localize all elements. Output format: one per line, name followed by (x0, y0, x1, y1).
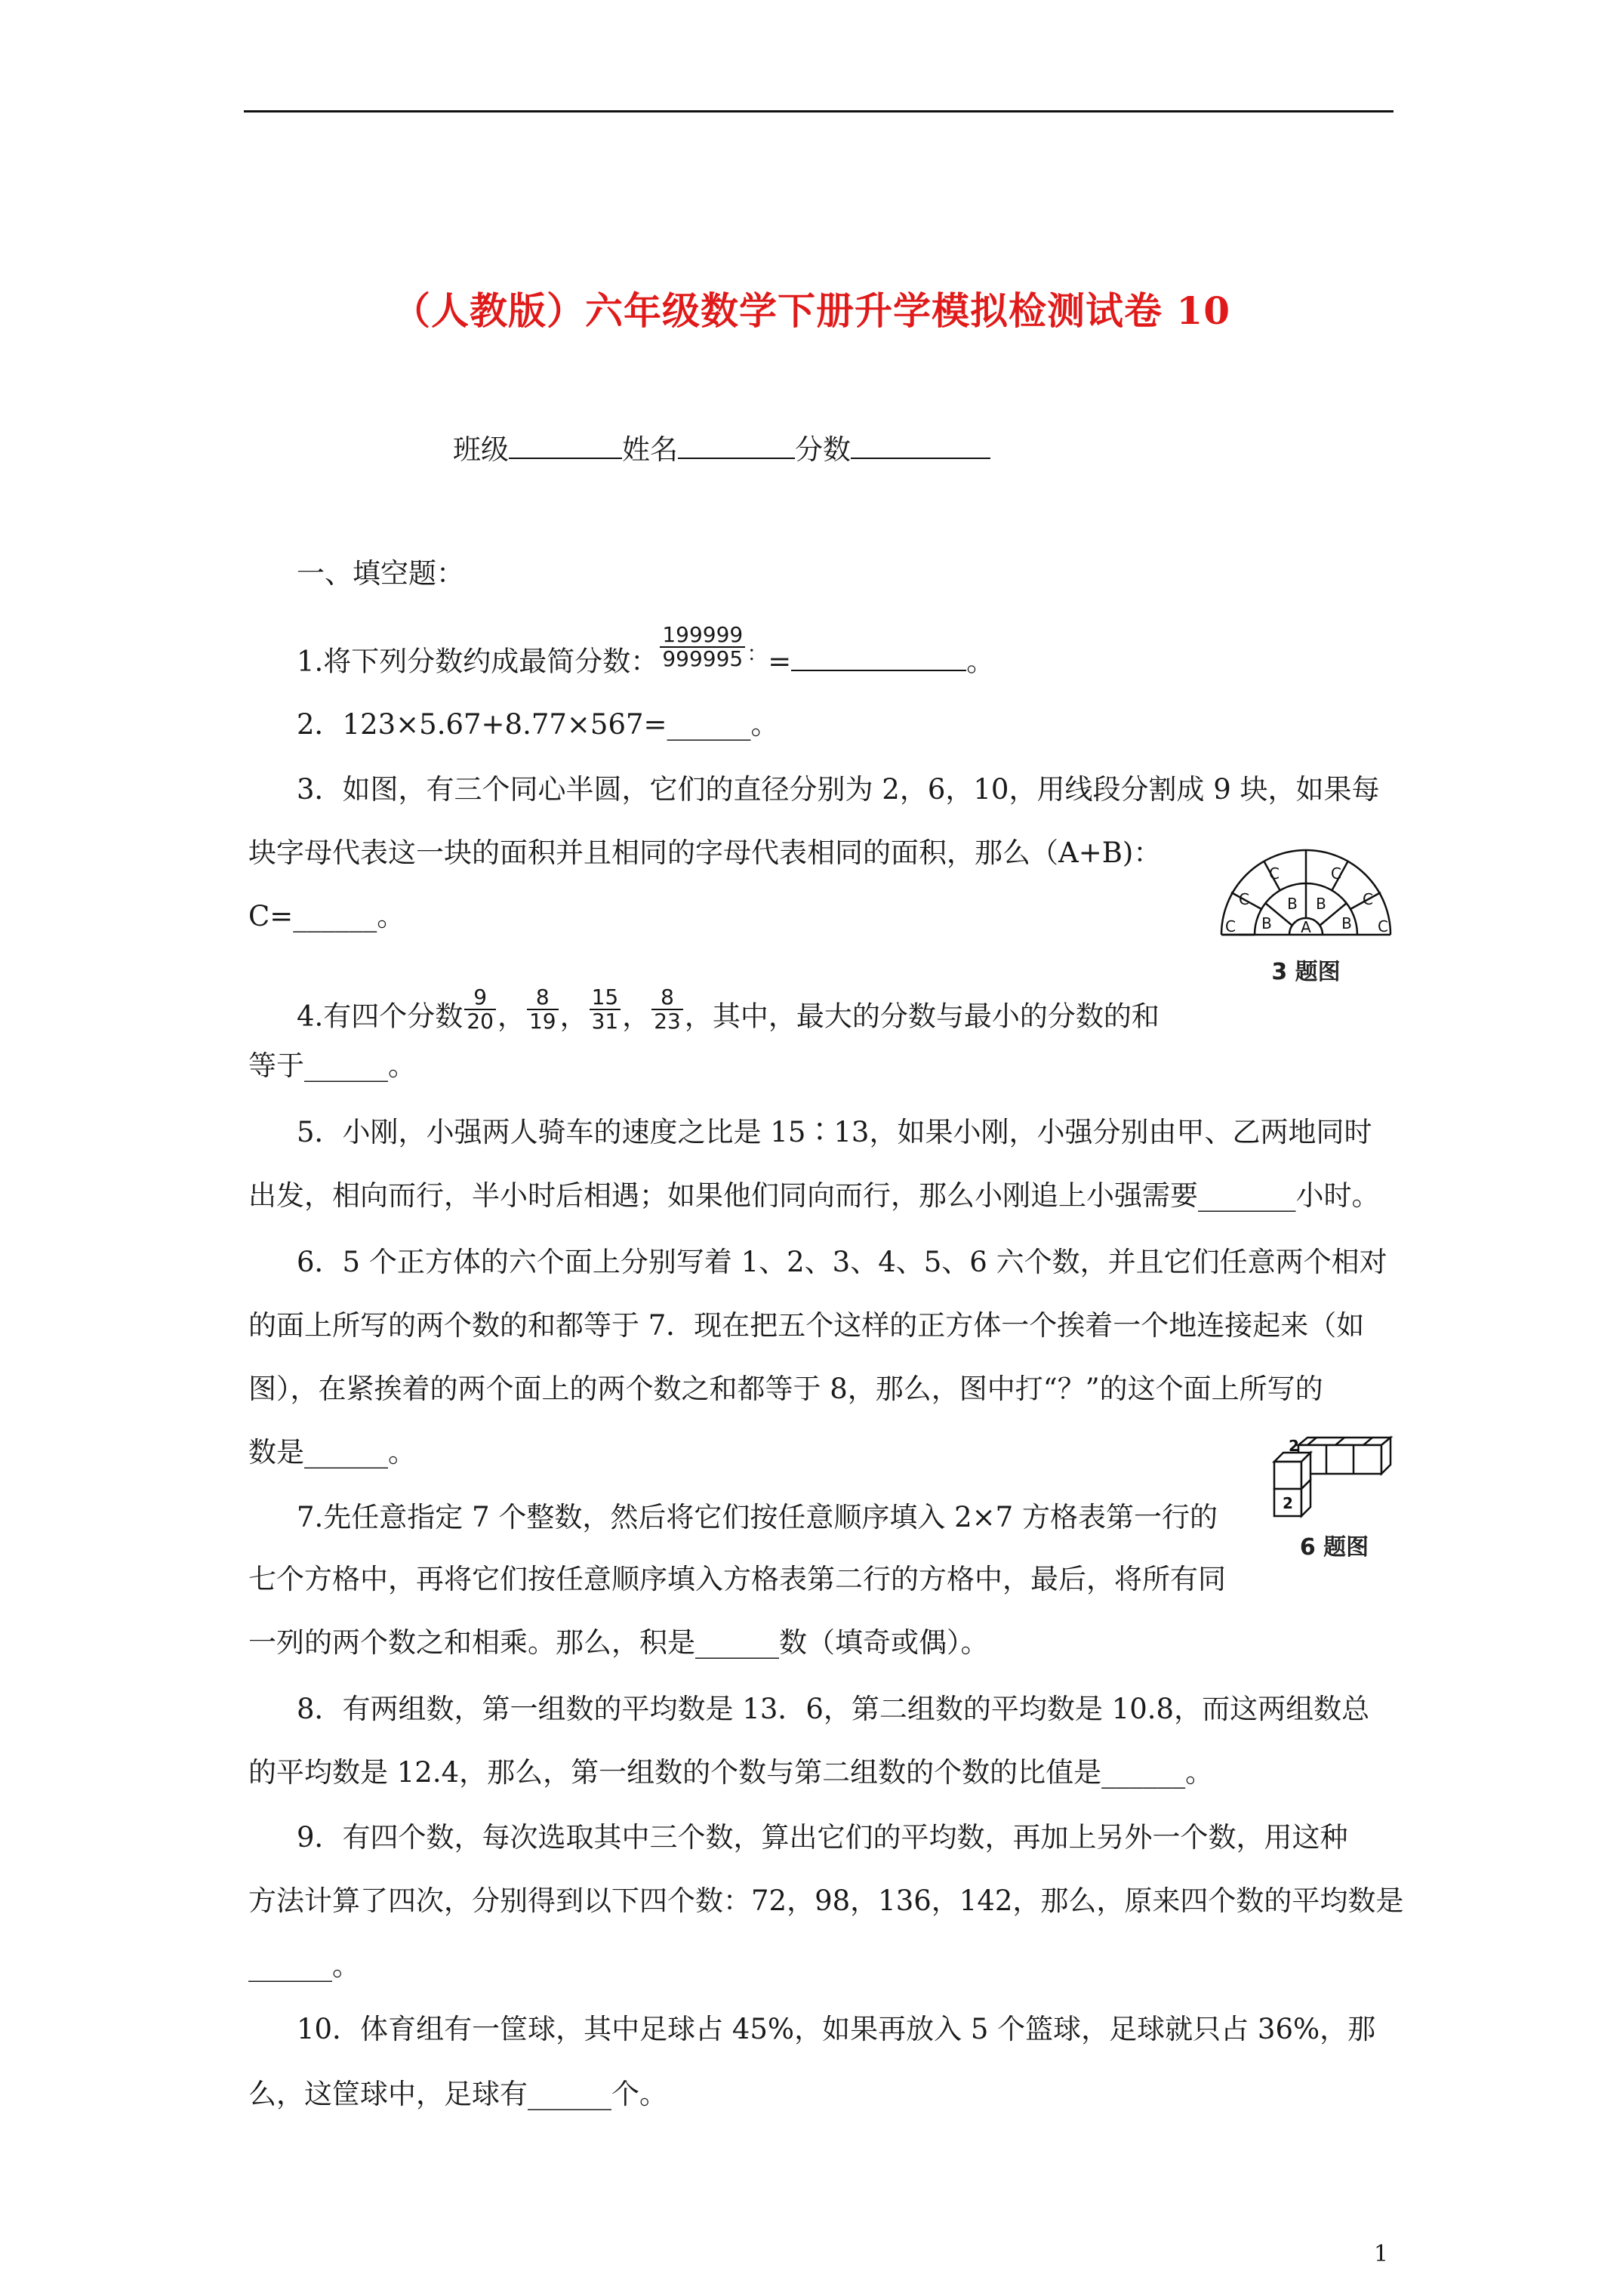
question-6-line-2: 的面上所写的两个数的和都等于 7．现在把五个这样的正方体一个挨着一个地连接起来（如 (248, 1309, 1365, 1342)
q4-fraction-1 (464, 986, 496, 1033)
header-rule (244, 110, 1394, 112)
q4-frac-4-den: 23 (651, 1009, 683, 1033)
q1-colon: ： (747, 640, 768, 666)
class-label: 班级 (453, 433, 509, 466)
fig3-label-c: C (1239, 890, 1249, 908)
question-1 (297, 622, 995, 687)
q4-fraction-4 (651, 986, 683, 1033)
fig6-label-2: 2 (1283, 1494, 1293, 1512)
fig3-label-a: A (1301, 918, 1311, 936)
q4-prefix: 4.有四个分数 (297, 1000, 463, 1033)
name-label: 姓名 (622, 433, 678, 466)
question-2: 2．123×5.67+8.77×567=______。 (297, 708, 779, 741)
question-5-line-1: 5．小刚，小强两人骑车的速度之比是 15∶13，如果小刚，小强分别由甲、乙两地同时 (297, 1116, 1372, 1148)
cubes-diagram (1268, 1435, 1400, 1525)
page-title: （人教版）六年级数学下册升学模拟检测试卷 10 (393, 288, 1230, 333)
q1-frac-num: 199999 (662, 622, 744, 647)
q4-frac-2-den: 19 (527, 1009, 559, 1033)
q4-frac-1-num: 9 (473, 985, 488, 1009)
question-4-line-2: 等于______。 (248, 1049, 416, 1082)
q4-fraction-3 (590, 986, 621, 1033)
q4-separator: ， (622, 1000, 651, 1033)
question-3-line-1: 3．如图，有三个同心半圆，它们的直径分别为 2，6，10，用线段分割成 9 块，如果每 (297, 773, 1380, 806)
q1-end: 。 (966, 645, 995, 678)
q4-frac-1-den: 20 (464, 1009, 496, 1033)
question-8-line-1: 8．有两组数，第一组数的平均数是 13．6，第二组数的平均数是 10.8，而这两组数总 (297, 1693, 1370, 1725)
class-blank[interactable] (509, 433, 622, 459)
question-3-line-3: C=______。 (248, 900, 405, 932)
question-10-line-1: 10．体育组有一筐球，其中足球占 45%，如果再放入 5 个篮球，足球就只占 36%，那 (297, 2013, 1376, 2045)
score-label: 分数 (795, 433, 851, 466)
fig3-label-c: C (1378, 917, 1388, 935)
question-7-line-2: 七个方格中，再将它们按任意顺序填入方格表第二行的方格中，最后，将所有同 (248, 1563, 1226, 1595)
figure-6 (1268, 1435, 1400, 1561)
q4-suffix: ，其中，最大的分数与最小的分数的和 (684, 1000, 1160, 1033)
fig6-label-2: 2 (1289, 1437, 1299, 1455)
figure-3-caption: 3 题图 (1271, 959, 1341, 985)
q4-frac-2-num: 8 (535, 985, 550, 1009)
fig3-label-b: B (1287, 895, 1298, 913)
page-number: 1 (1374, 2241, 1389, 2267)
section-heading: 一、填空题： (297, 557, 464, 590)
q4-frac-3-den: 31 (590, 1009, 621, 1033)
fig3-label-c: C (1363, 890, 1373, 908)
fig3-label-c: C (1269, 864, 1280, 883)
question-6-line-4: 数是______。 (248, 1436, 416, 1469)
q4-frac-4-num: 8 (661, 985, 674, 1009)
fig3-label-b: B (1316, 895, 1326, 913)
question-9-line-1: 9．有四个数，每次选取其中三个数，算出它们的平均数，再加上另外一个数，用这种 (297, 1821, 1348, 1854)
fig3-label-b: B (1341, 914, 1352, 932)
question-6-line-1: 6．5 个正方体的六个面上分别写着 1、2、3、4、5、6 六个数，并且它们任意两个相对 (297, 1246, 1387, 1278)
fig3-label-c: C (1331, 864, 1341, 883)
q4-separator: ， (497, 1000, 525, 1033)
q4-fraction-2 (527, 986, 559, 1033)
q1-frac-den: 999995 (660, 646, 745, 670)
figure-3 (1215, 844, 1397, 986)
question-9-line-2: 方法计算了四次，分别得到以下四个数：72，98，136，142，那么，原来四个数的平均数是 (248, 1885, 1404, 1917)
question-3-line-2: 块字母代表这一块的面积并且相同的字母代表相同的面积，那么（A+B)： (248, 837, 1162, 869)
concentric-semicircles-diagram (1215, 844, 1397, 950)
score-blank[interactable] (851, 433, 990, 459)
student-info-line (453, 427, 990, 467)
question-7-line-3: 一列的两个数之和相乘。那么，积是______数（填奇或偶）。 (248, 1626, 989, 1659)
q4-separator: ， (559, 1000, 588, 1033)
question-8-line-2: 的平均数是 12.4，那么，第一组数的个数与第二组数的个数的比值是______。 (248, 1756, 1214, 1789)
figure-6-caption: 6 题图 (1299, 1534, 1369, 1561)
q1-prefix: 1.将下列分数约成最简分数： (297, 645, 659, 678)
fig3-label-c: C (1225, 917, 1236, 935)
question-9-line-3: ______。 (248, 1949, 360, 1982)
name-blank[interactable] (678, 433, 795, 459)
q4-frac-3-num: 15 (591, 985, 619, 1009)
question-7-line-1: 7.先任意指定 7 个整数，然后将它们按任意顺序填入 2×7 方格表第一行的 (297, 1501, 1218, 1533)
question-10-line-2: 么，这筐球中，足球有______个。 (248, 2078, 667, 2110)
q1-answer-blank[interactable] (791, 646, 966, 671)
question-6-line-3: 图），在紧挨着的两个面上的两个数之和都等于 8，那么，图中打“？”的这个面上所写的 (248, 1373, 1323, 1405)
question-4 (297, 985, 1160, 1042)
q1-fraction (660, 624, 745, 670)
q1-equals: = (768, 645, 792, 678)
fig3-label-b: B (1261, 914, 1272, 932)
question-5-line-2: 出发，相向而行，半小时后相遇；如果他们同向而行，那么小刚追上小强需要_______小时。 (248, 1179, 1380, 1212)
